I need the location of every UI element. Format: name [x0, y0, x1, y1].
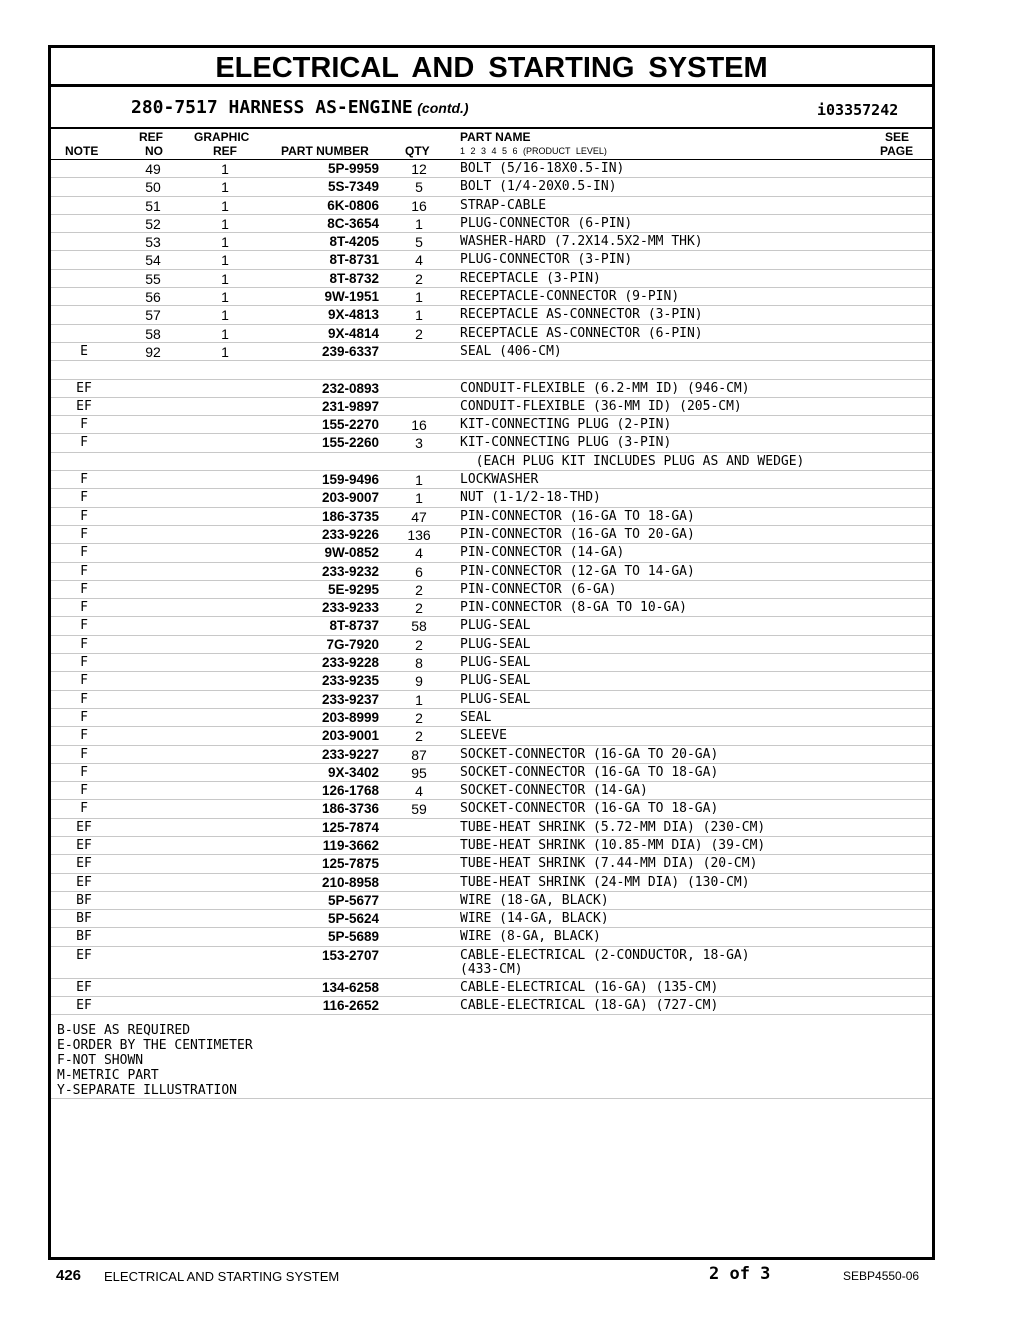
note-cell: BF [76, 929, 92, 945]
note-cell: EF [76, 398, 92, 414]
part-name-cell: RECEPTACLE AS-CONNECTOR (3-PIN) [460, 307, 703, 323]
subheader [51, 87, 932, 129]
part-number-cell: 5P-5677 [327, 892, 379, 908]
graphic-ref-cell: 1 [221, 234, 229, 251]
col-part-name: PART NAME [460, 130, 531, 144]
note-cell: F [80, 508, 88, 524]
part-number-cell: 6K-0806 [327, 197, 379, 213]
qty-cell: 1 [415, 691, 423, 708]
table-row [51, 361, 932, 379]
part-name-cell: PIN-CONNECTOR (16-GA TO 20-GA) [460, 526, 695, 542]
part-name-cell: PLUG-SEAL [460, 636, 531, 652]
qty-cell: 4 [415, 783, 423, 800]
part-number-cell: 8T-8732 [329, 270, 379, 286]
footer-section-title: ELECTRICAL AND STARTING SYSTEM [104, 1269, 340, 1284]
part-name-cell: CABLE-ELECTRICAL (2-CONDUCTOR, 18-GA) (433-CM) [460, 947, 750, 977]
column-header [51, 129, 932, 160]
graphic-ref-cell: 1 [221, 197, 229, 214]
note-cell: F [80, 435, 88, 451]
part-number-cell: 8T-8731 [329, 252, 379, 268]
note-cell: EF [76, 819, 92, 835]
part-name-cell: PIN-CONNECTOR (14-GA) [460, 545, 625, 561]
qty-cell: 2 [415, 581, 423, 598]
page-footer [0, 1262, 1020, 1292]
ref-no-cell: 51 [145, 197, 161, 214]
table-row [51, 855, 932, 873]
part-name-cell: PLUG-SEAL [460, 691, 531, 707]
col-ref-top: REF [139, 130, 163, 144]
qty-cell: 2 [415, 636, 423, 653]
part-number-cell: 203-9007 [321, 490, 379, 506]
qty-cell: 2 [415, 709, 423, 726]
qty-cell: 16 [411, 197, 427, 214]
table-row [51, 599, 932, 617]
table-row [51, 636, 932, 654]
ref-no-cell: 57 [145, 307, 161, 324]
col-part-number: PART NUMBER [281, 144, 369, 158]
table-row [51, 471, 932, 489]
note-cell: F [80, 600, 88, 616]
note-cell: BF [76, 892, 92, 908]
parts-table [51, 160, 932, 1015]
table-row [51, 997, 932, 1015]
ref-no-cell: 55 [145, 270, 161, 287]
table-row [51, 306, 932, 324]
qty-cell: 59 [411, 801, 427, 818]
table-row [51, 526, 932, 544]
note-cell: F [80, 526, 88, 542]
part-number-cell: 134-6258 [321, 979, 379, 995]
qty-cell: 2 [415, 325, 423, 342]
part-name-cell: CABLE-ELECTRICAL (16-GA) (135-CM) [460, 979, 719, 995]
note-cell: F [80, 472, 88, 488]
table-row [51, 197, 932, 215]
graphic-ref-cell: 1 [221, 215, 229, 232]
table-row [51, 251, 932, 269]
legend-item: Y-SEPARATE ILLUSTRATION [57, 1083, 238, 1098]
graphic-ref-cell: 1 [221, 270, 229, 287]
part-name-cell: PLUG-CONNECTOR (6-PIN) [460, 215, 633, 231]
part-number-cell: 203-9001 [321, 728, 379, 744]
part-number-cell: 9X-4814 [327, 325, 379, 341]
part-name-cell: STRAP-CABLE [460, 197, 547, 213]
part-name-cell: NUT (1-1/2-18-THD) [460, 490, 601, 506]
part-number-cell: 233-9237 [321, 691, 379, 707]
note-cell: F [80, 563, 88, 579]
qty-cell: 87 [411, 746, 427, 763]
table-row [51, 160, 932, 178]
part-number-cell: 9X-4813 [327, 307, 379, 323]
part-name-cell: RECEPTACLE (3-PIN) [460, 270, 601, 286]
part-name-cell: SEAL (406-CM) [460, 343, 562, 359]
part-name-cell: SOCKET-CONNECTOR (16-GA TO 20-GA) [460, 746, 719, 762]
part-number-cell: 8T-4205 [329, 234, 379, 250]
legend-item: M-METRIC PART [57, 1068, 159, 1083]
qty-cell: 95 [411, 764, 427, 781]
table-row [51, 654, 932, 672]
table-row [51, 544, 932, 562]
table-row [51, 434, 932, 452]
qty-cell: 4 [415, 545, 423, 562]
note-cell: F [80, 801, 88, 817]
part-name-cell: SOCKET-CONNECTOR (14-GA) [460, 783, 648, 799]
table-row [51, 325, 932, 343]
notes-legend [57, 1023, 253, 1098]
note-cell: F [80, 746, 88, 762]
part-number-cell: 5P-5689 [327, 929, 379, 945]
part-name-cell: TUBE-HEAT SHRINK (24-MM DIA) (130-CM) [460, 874, 750, 890]
part-name-cell: SEAL [460, 709, 492, 725]
part-name-cell: TUBE-HEAT SHRINK (10.85-MM DIA) (39-CM) [460, 837, 766, 853]
part-number-cell: 233-9232 [321, 563, 379, 579]
qty-cell: 12 [411, 161, 427, 177]
harness-subtitle [131, 97, 469, 118]
part-number-cell: 186-3735 [321, 508, 379, 524]
table-row [51, 453, 932, 471]
qty-cell: 5 [415, 234, 423, 251]
table-row [51, 819, 932, 837]
col-see-top: SEE [885, 130, 910, 144]
part-name-cell: RECEPTACLE-CONNECTOR (9-PIN) [460, 289, 680, 305]
part-name-cell: TUBE-HEAT SHRINK (7.44-MM DIA) (20-CM) [460, 856, 758, 872]
harness-title: 280-7517 HARNESS AS-ENGINE [131, 97, 413, 118]
note-cell: F [80, 783, 88, 799]
table-row [51, 233, 932, 251]
part-name-cell: LOCKWASHER [460, 472, 539, 488]
note-cell: F [80, 490, 88, 506]
col-qty: QTY [405, 144, 430, 158]
note-cell: EF [76, 874, 92, 890]
table-row [51, 709, 932, 727]
part-name-cell: PIN-CONNECTOR (16-GA TO 18-GA) [460, 508, 695, 524]
part-name-cell: TUBE-HEAT SHRINK (5.72-MM DIA) (230-CM) [460, 819, 766, 835]
note-cell: F [80, 417, 88, 433]
col-product-level: 1 2 3 4 5 6 (PRODUCT LEVEL) [460, 146, 607, 156]
note-cell: EF [76, 979, 92, 995]
table-row [51, 563, 932, 581]
part-name-cell: WIRE (14-GA, BLACK) [460, 911, 609, 927]
legend-item: E-ORDER BY THE CENTIMETER [57, 1038, 253, 1053]
part-number-cell: 116-2652 [322, 998, 379, 1014]
part-name-cell: (EACH PLUG KIT INCLUDES PLUG AS AND WEDGE) [460, 453, 805, 469]
qty-cell: 2 [415, 270, 423, 287]
qty-cell: 2 [415, 600, 423, 617]
part-name-cell: PIN-CONNECTOR (12-GA TO 14-GA) [460, 563, 695, 579]
note-cell: E [80, 343, 88, 359]
table-row [51, 979, 932, 997]
table-row [51, 672, 932, 690]
part-number-cell: 233-9235 [321, 673, 379, 689]
part-number-cell: 8C-3654 [327, 215, 379, 231]
part-name-cell: PLUG-CONNECTOR (3-PIN) [460, 252, 633, 268]
ref-no-cell: 56 [145, 289, 161, 306]
part-number-cell: 159-9496 [321, 472, 379, 488]
note-cell: F [80, 655, 88, 671]
qty-cell: 1 [415, 289, 423, 306]
part-number-cell: 233-9226 [321, 526, 379, 542]
part-number-cell: 239-6337 [321, 343, 379, 359]
table-row [51, 746, 932, 764]
part-number-cell: 232-0893 [321, 380, 379, 396]
ref-no-cell: 52 [145, 215, 161, 232]
table-row [51, 489, 932, 507]
table-row [51, 343, 932, 361]
note-cell: F [80, 709, 88, 725]
col-graphic-top: GRAPHIC [194, 130, 250, 144]
qty-cell: 1 [415, 215, 423, 232]
part-number-cell: 9X-3402 [327, 764, 379, 780]
table-row [51, 380, 932, 398]
graphic-ref-cell: 1 [221, 343, 229, 360]
part-number-cell: 119-3662 [322, 837, 379, 853]
contd-label: (contd.) [417, 100, 469, 116]
note-cell: F [80, 728, 88, 744]
part-number-cell: 5S-7349 [327, 179, 379, 195]
note-cell: F [80, 581, 88, 597]
part-number-cell: 125-7874 [321, 819, 379, 835]
table-row [51, 416, 932, 434]
graphic-ref-cell: 1 [221, 161, 229, 177]
qty-cell: 47 [411, 508, 427, 525]
graphic-ref-cell: 1 [221, 307, 229, 324]
part-number-cell: 5E-9295 [327, 581, 379, 597]
col-ref-bottom: NO [145, 144, 163, 158]
col-graphic-bottom: REF [213, 144, 237, 158]
qty-cell: 1 [415, 490, 423, 507]
ref-no-cell: 92 [145, 343, 161, 360]
graphic-ref-cell: 1 [221, 325, 229, 342]
part-number-cell: 233-9227 [321, 746, 379, 762]
qty-cell: 136 [407, 526, 431, 543]
part-name-cell: SOCKET-CONNECTOR (16-GA TO 18-GA) [460, 764, 719, 780]
note-cell: EF [76, 856, 92, 872]
note-cell: F [80, 618, 88, 634]
part-number-cell: 9W-1951 [324, 289, 379, 305]
part-name-cell: SLEEVE [460, 728, 507, 744]
note-cell: EF [76, 380, 92, 396]
part-number-cell: 126-1768 [321, 783, 379, 799]
qty-cell: 1 [415, 472, 423, 489]
table-row [51, 617, 932, 635]
qty-cell: 2 [415, 728, 423, 745]
graphic-ref-cell: 1 [221, 252, 229, 269]
ref-no-cell: 49 [145, 161, 161, 177]
qty-cell: 4 [415, 252, 423, 269]
part-name-cell: KIT-CONNECTING PLUG (2-PIN) [460, 417, 672, 433]
table-row [51, 178, 932, 196]
qty-cell: 5 [415, 179, 423, 196]
legend-divider [51, 1098, 932, 1099]
part-name-cell: SOCKET-CONNECTOR (16-GA TO 18-GA) [460, 801, 719, 817]
part-name-cell: PLUG-SEAL [460, 618, 531, 634]
table-row [51, 947, 932, 979]
part-number-cell: 8T-8737 [329, 618, 379, 634]
part-number-cell: 210-8958 [321, 874, 379, 890]
part-number-cell: 9W-0852 [324, 545, 379, 561]
table-row [51, 581, 932, 599]
part-name-cell: RECEPTACLE AS-CONNECTOR (6-PIN) [460, 325, 703, 341]
qty-cell: 8 [415, 655, 423, 672]
table-row [51, 874, 932, 892]
part-number-cell: 5P-9959 [327, 161, 379, 176]
ref-no-cell: 54 [145, 252, 161, 269]
note-cell: F [80, 691, 88, 707]
note-cell: EF [76, 837, 92, 853]
part-name-cell: PLUG-SEAL [460, 673, 531, 689]
table-row [51, 270, 932, 288]
qty-cell: 16 [411, 417, 427, 434]
table-row [51, 910, 932, 928]
part-number-cell: 155-2260 [321, 435, 379, 451]
part-number-cell: 233-9228 [321, 655, 379, 671]
table-row [51, 837, 932, 855]
part-number-cell: 203-8999 [321, 709, 379, 725]
table-row [51, 508, 932, 526]
doc-number: SEBP4550-06 [843, 1269, 920, 1283]
graphic-ref-cell: 1 [221, 179, 229, 196]
part-name-cell: CABLE-ELECTRICAL (18-GA) (727-CM) [460, 998, 719, 1014]
note-cell: BF [76, 911, 92, 927]
part-number-cell: 231-9897 [321, 398, 379, 414]
table-row [51, 398, 932, 416]
part-number-cell: 233-9233 [321, 600, 379, 616]
legend-item: F-NOT SHOWN [57, 1053, 144, 1068]
qty-cell: 1 [415, 307, 423, 324]
table-row [51, 727, 932, 745]
qty-cell: 6 [415, 563, 423, 580]
part-name-cell: PIN-CONNECTOR (6-GA) [460, 581, 617, 597]
part-name-cell: WASHER-HARD (7.2X14.5X2-MM THK) [460, 234, 703, 250]
table-row [51, 800, 932, 818]
page-frame [48, 45, 935, 1260]
doc-id: i03357242 [817, 101, 899, 119]
ref-no-cell: 53 [145, 234, 161, 251]
part-number-cell: 186-3736 [321, 801, 379, 817]
table-row [51, 892, 932, 910]
table-row [51, 215, 932, 233]
part-name-cell: BOLT (5/16-18X0.5-IN) [460, 161, 625, 176]
ref-no-cell: 50 [145, 179, 161, 196]
part-number-cell: 155-2270 [321, 417, 379, 433]
table-row [51, 782, 932, 800]
page-count: 2 of 3 [709, 1264, 771, 1284]
part-number-cell: 153-2707 [321, 947, 379, 963]
page-title: ELECTRICAL AND STARTING SYSTEM [51, 48, 932, 87]
table-row [51, 928, 932, 946]
part-name-cell: BOLT (1/4-20X0.5-IN) [460, 179, 617, 195]
part-name-cell: CONDUIT-FLEXIBLE (36-MM ID) (205-CM) [460, 398, 742, 414]
table-row [51, 764, 932, 782]
part-name-cell: CONDUIT-FLEXIBLE (6.2-MM ID) (946-CM) [460, 380, 750, 396]
qty-cell: 9 [415, 673, 423, 690]
ref-no-cell: 58 [145, 325, 161, 342]
part-name-cell: PIN-CONNECTOR (8-GA TO 10-GA) [460, 600, 687, 616]
part-number-cell: 5P-5624 [327, 911, 379, 927]
note-cell: F [80, 764, 88, 780]
col-see-bottom: PAGE [880, 144, 914, 158]
col-note: NOTE [65, 144, 99, 158]
legend-item: B-USE AS REQUIRED [57, 1023, 191, 1038]
note-cell: F [80, 636, 88, 652]
part-name-cell: WIRE (18-GA, BLACK) [460, 892, 609, 908]
note-cell: F [80, 545, 88, 561]
part-number-cell: 125-7875 [321, 856, 379, 872]
part-name-cell: KIT-CONNECTING PLUG (3-PIN) [460, 435, 672, 451]
page-number: 426 [56, 1267, 82, 1284]
table-row [51, 691, 932, 709]
note-cell: EF [76, 998, 92, 1014]
part-name-cell: WIRE (8-GA, BLACK) [460, 929, 601, 945]
note-cell: EF [76, 947, 92, 963]
note-cell: F [80, 673, 88, 689]
qty-cell: 58 [411, 618, 427, 635]
qty-cell: 3 [415, 435, 423, 452]
part-name-cell: PLUG-SEAL [460, 655, 531, 671]
part-number-cell: 7G-7920 [326, 636, 379, 652]
table-row [51, 288, 932, 306]
graphic-ref-cell: 1 [221, 289, 229, 306]
